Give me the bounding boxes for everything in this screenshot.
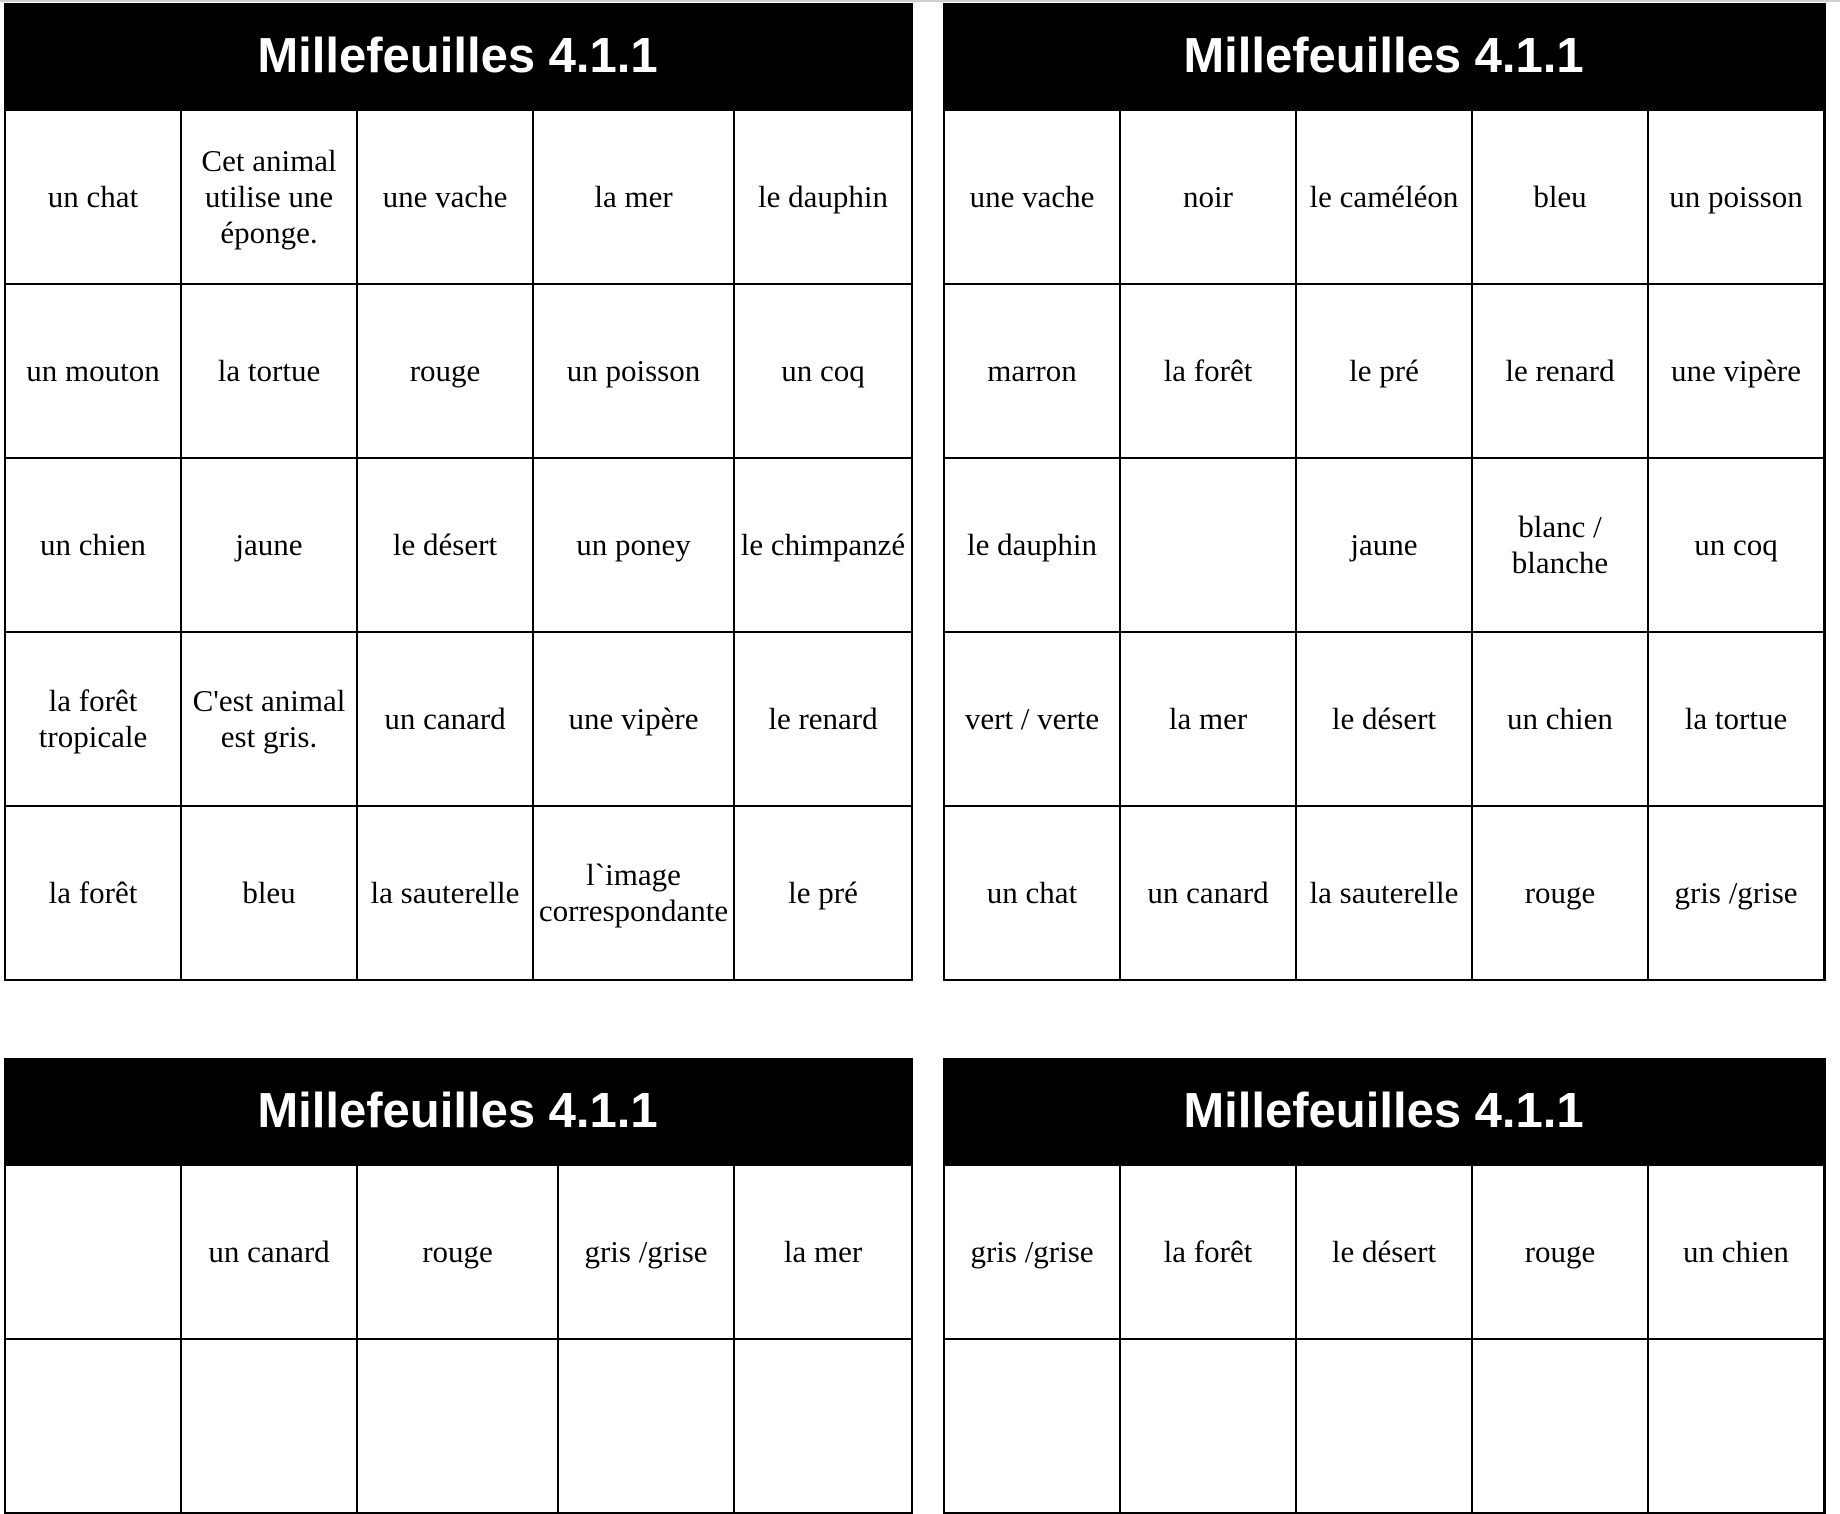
grid-row	[944, 458, 1824, 632]
grid-cell: noir	[1120, 110, 1296, 284]
grid-cell: la forêt	[1120, 284, 1296, 458]
grid-cell: un chat	[944, 806, 1120, 980]
grid-cell: le renard	[734, 632, 912, 806]
grid-cell: jaune	[181, 458, 357, 632]
grid-cell: le pré	[1296, 284, 1472, 458]
grid-cell: le pré	[734, 806, 912, 980]
grid-cell: la forêt tropicale	[5, 632, 181, 806]
grid-cell: rouge	[1472, 1165, 1648, 1339]
grid-cell: blanc / blanche	[1472, 458, 1648, 632]
grid-cell	[1120, 1339, 1296, 1513]
grid-row	[944, 1165, 1824, 1339]
grid-row	[5, 458, 912, 632]
grid-row	[5, 1165, 912, 1339]
bingo-grid	[4, 1164, 913, 1514]
bingo-grid	[943, 1164, 1825, 1514]
grid-cell: gris /grise	[558, 1165, 734, 1339]
grid-cell: une vache	[944, 110, 1120, 284]
grid-cell: rouge	[1472, 806, 1648, 980]
grid-cell: le désert	[1296, 1165, 1472, 1339]
grid-cell: le désert	[1296, 632, 1472, 806]
grid-cell: un poisson	[533, 284, 734, 458]
grid-cell: la sauterelle	[1296, 806, 1472, 980]
bingo-card-4	[943, 1058, 1826, 1514]
card-title: Millefeuilles 4.1.1	[4, 3, 911, 109]
grid-cell: la tortue	[181, 284, 357, 458]
grid-cell	[1648, 1339, 1824, 1513]
page-top-border	[0, 0, 1840, 2]
grid-cell: un chien	[1648, 1165, 1824, 1339]
grid-cell: la sauterelle	[357, 806, 533, 980]
grid-cell	[181, 1339, 357, 1513]
grid-cell: une vache	[357, 110, 533, 284]
card-title: Millefeuilles 4.1.1	[943, 1058, 1824, 1164]
grid-cell	[1296, 1339, 1472, 1513]
grid-cell	[5, 1165, 181, 1339]
grid-cell: vert / verte	[944, 632, 1120, 806]
grid-cell: la tortue	[1648, 632, 1824, 806]
grid-row	[5, 284, 912, 458]
grid-cell	[558, 1339, 734, 1513]
grid-cell: le dauphin	[944, 458, 1120, 632]
grid-cell: Cet animal utilise une éponge.	[181, 110, 357, 284]
grid-cell	[5, 1339, 181, 1513]
bingo-card-1	[4, 3, 913, 981]
bingo-grid	[4, 109, 913, 981]
grid-cell: bleu	[1472, 110, 1648, 284]
grid-row	[5, 1339, 912, 1513]
grid-cell	[944, 1339, 1120, 1513]
grid-cell: un canard	[181, 1165, 357, 1339]
card-title: Millefeuilles 4.1.1	[4, 1058, 911, 1164]
grid-row	[5, 110, 912, 284]
grid-cell: la mer	[533, 110, 734, 284]
grid-cell: C'est animal est gris.	[181, 632, 357, 806]
grid-cell: la forêt	[1120, 1165, 1296, 1339]
grid-cell	[1472, 1339, 1648, 1513]
grid-cell: un canard	[357, 632, 533, 806]
grid-cell: un mouton	[5, 284, 181, 458]
grid-row	[944, 806, 1824, 980]
grid-cell: un chien	[5, 458, 181, 632]
grid-cell: le chimpanzé	[734, 458, 912, 632]
grid-row	[5, 806, 912, 980]
grid-cell: une vipère	[533, 632, 734, 806]
grid-cell: la mer	[734, 1165, 912, 1339]
grid-cell	[734, 1339, 912, 1513]
grid-cell: la forêt	[5, 806, 181, 980]
bingo-grid	[943, 109, 1825, 981]
grid-row	[944, 284, 1824, 458]
grid-cell: un chat	[5, 110, 181, 284]
grid-cell: jaune	[1296, 458, 1472, 632]
grid-cell: le caméléon	[1296, 110, 1472, 284]
card-title: Millefeuilles 4.1.1	[943, 3, 1824, 109]
grid-cell: gris /grise	[1648, 806, 1824, 980]
grid-cell: marron	[944, 284, 1120, 458]
grid-cell: un coq	[1648, 458, 1824, 632]
grid-cell: la mer	[1120, 632, 1296, 806]
bingo-card-3	[4, 1058, 913, 1514]
grid-cell: bleu	[181, 806, 357, 980]
grid-cell: un poney	[533, 458, 734, 632]
grid-cell: l`image correspondante	[533, 806, 734, 980]
grid-row	[5, 632, 912, 806]
grid-row	[944, 1339, 1824, 1513]
grid-cell: un poisson	[1648, 110, 1824, 284]
grid-cell: le dauphin	[734, 110, 912, 284]
grid-cell: une vipère	[1648, 284, 1824, 458]
grid-cell: rouge	[357, 284, 533, 458]
grid-row	[944, 632, 1824, 806]
grid-cell	[357, 1339, 558, 1513]
grid-cell: rouge	[357, 1165, 558, 1339]
bingo-card-2	[943, 3, 1826, 981]
grid-cell: un chien	[1472, 632, 1648, 806]
grid-cell	[1120, 458, 1296, 632]
grid-cell: le renard	[1472, 284, 1648, 458]
grid-cell: le désert	[357, 458, 533, 632]
grid-row	[944, 110, 1824, 284]
grid-cell: gris /grise	[944, 1165, 1120, 1339]
grid-cell: un coq	[734, 284, 912, 458]
grid-cell: un canard	[1120, 806, 1296, 980]
